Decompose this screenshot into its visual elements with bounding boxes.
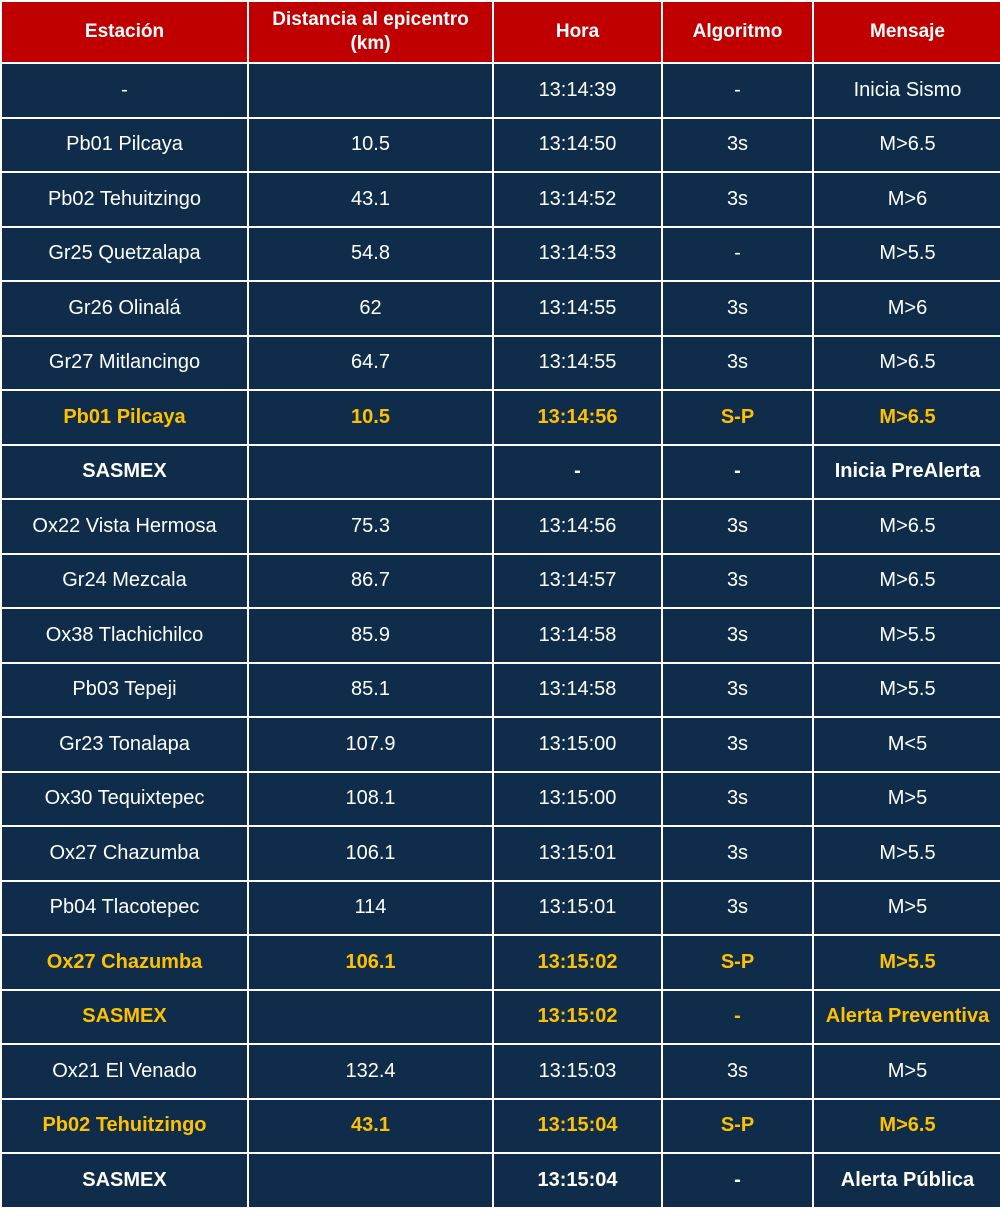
cell-hora: 13:14:56 — [494, 391, 661, 444]
cell-mensaje: M>6.5 — [814, 391, 1000, 444]
cell-mensaje: M<5 — [814, 718, 1000, 771]
cell-hora: 13:14:55 — [494, 337, 661, 390]
cell-algoritmo: - — [663, 991, 812, 1044]
cell-hora: 13:14:56 — [494, 500, 661, 553]
cell-hora: 13:15:03 — [494, 1045, 661, 1098]
cell-estacion: Pb02 Tehuitzingo — [2, 173, 247, 226]
cell-estacion: Ox38 Tlachichilco — [2, 609, 247, 662]
cell-distancia — [249, 1154, 492, 1207]
header-distancia: Distancia al epicentro (km) — [249, 2, 492, 62]
cell-algoritmo: - — [663, 446, 812, 499]
cell-distancia: 54.8 — [249, 228, 492, 281]
table-row — [2, 173, 1000, 226]
cell-mensaje: M>6.5 — [814, 555, 1000, 608]
cell-hora: 13:14:50 — [494, 119, 661, 172]
cell-estacion: SASMEX — [2, 991, 247, 1044]
cell-estacion: Pb03 Tepeji — [2, 664, 247, 717]
cell-mensaje: M>5.5 — [814, 609, 1000, 662]
cell-hora: 13:14:57 — [494, 555, 661, 608]
cell-mensaje: M>5.5 — [814, 936, 1000, 989]
cell-estacion: Ox21 El Venado — [2, 1045, 247, 1098]
cell-distancia: 75.3 — [249, 500, 492, 553]
cell-mensaje: M>6 — [814, 282, 1000, 335]
cell-distancia — [249, 991, 492, 1044]
cell-algoritmo: - — [663, 64, 812, 117]
header-mensaje: Mensaje — [814, 2, 1000, 62]
table-row — [2, 228, 1000, 281]
cell-distancia: 43.1 — [249, 1100, 492, 1153]
cell-hora: 13:15:02 — [494, 991, 661, 1044]
cell-hora: - — [494, 446, 661, 499]
cell-algoritmo: - — [663, 228, 812, 281]
cell-hora: 13:15:01 — [494, 882, 661, 935]
cell-mensaje: M>5.5 — [814, 664, 1000, 717]
cell-distancia: 85.1 — [249, 664, 492, 717]
cell-estacion: SASMEX — [2, 1154, 247, 1207]
cell-estacion: Pb01 Pilcaya — [2, 391, 247, 444]
cell-algoritmo: 3s — [663, 119, 812, 172]
cell-estacion: Gr23 Tonalapa — [2, 718, 247, 771]
cell-estacion: Pb01 Pilcaya — [2, 119, 247, 172]
cell-mensaje: Inicia PreAlerta — [814, 446, 1000, 499]
header-row — [2, 2, 1000, 62]
table-row — [2, 64, 1000, 117]
header-hora: Hora — [494, 2, 661, 62]
table-row — [2, 1045, 1000, 1098]
cell-estacion: Pb02 Tehuitzingo — [2, 1100, 247, 1153]
cell-estacion: Gr25 Quetzalapa — [2, 228, 247, 281]
cell-algoritmo: 3s — [663, 282, 812, 335]
cell-estacion: Gr26 Olinalá — [2, 282, 247, 335]
table-header — [2, 2, 1000, 62]
cell-hora: 13:15:04 — [494, 1154, 661, 1207]
cell-hora: 13:14:53 — [494, 228, 661, 281]
cell-algoritmo: 3s — [663, 173, 812, 226]
cell-distancia: 62 — [249, 282, 492, 335]
cell-algoritmo: - — [663, 1154, 812, 1207]
cell-distancia: 43.1 — [249, 173, 492, 226]
table-row — [2, 119, 1000, 172]
table-row — [2, 1100, 1000, 1153]
cell-hora: 13:14:55 — [494, 282, 661, 335]
cell-mensaje: M>6.5 — [814, 500, 1000, 553]
cell-algoritmo: 3s — [663, 718, 812, 771]
table-row — [2, 718, 1000, 771]
cell-estacion: SASMEX — [2, 446, 247, 499]
cell-mensaje: Alerta Preventiva — [814, 991, 1000, 1044]
table-row — [2, 773, 1000, 826]
cell-estacion: Ox27 Chazumba — [2, 827, 247, 880]
cell-mensaje: M>6.5 — [814, 119, 1000, 172]
cell-estacion: Pb04 Tlacotepec — [2, 882, 247, 935]
cell-algoritmo: S-P — [663, 391, 812, 444]
cell-hora: 13:15:01 — [494, 827, 661, 880]
cell-mensaje: M>5.5 — [814, 827, 1000, 880]
cell-algoritmo: 3s — [663, 555, 812, 608]
cell-hora: 13:15:02 — [494, 936, 661, 989]
cell-estacion: - — [2, 64, 247, 117]
cell-distancia: 85.9 — [249, 609, 492, 662]
cell-estacion: Gr24 Mezcala — [2, 555, 247, 608]
cell-distancia: 132.4 — [249, 1045, 492, 1098]
cell-algoritmo: 3s — [663, 773, 812, 826]
cell-mensaje: M>6.5 — [814, 337, 1000, 390]
cell-distancia: 108.1 — [249, 773, 492, 826]
cell-mensaje: M>5 — [814, 773, 1000, 826]
cell-distancia: 64.7 — [249, 337, 492, 390]
cell-algoritmo: S-P — [663, 936, 812, 989]
table-row — [2, 391, 1000, 444]
cell-distancia: 86.7 — [249, 555, 492, 608]
cell-estacion: Ox30 Tequixtepec — [2, 773, 247, 826]
cell-algoritmo: 3s — [663, 664, 812, 717]
cell-algoritmo: 3s — [663, 827, 812, 880]
cell-estacion: Ox22 Vista Hermosa — [2, 500, 247, 553]
cell-estacion: Ox27 Chazumba — [2, 936, 247, 989]
cell-algoritmo: 3s — [663, 882, 812, 935]
cell-algoritmo: S-P — [663, 1100, 812, 1153]
table-row — [2, 827, 1000, 880]
table-row — [2, 882, 1000, 935]
cell-algoritmo: 3s — [663, 1045, 812, 1098]
table-row — [2, 446, 1000, 499]
cell-mensaje: M>5 — [814, 882, 1000, 935]
table-body — [2, 64, 1000, 1207]
table-row — [2, 282, 1000, 335]
cell-distancia: 10.5 — [249, 391, 492, 444]
table-row — [2, 991, 1000, 1044]
cell-hora: 13:15:00 — [494, 773, 661, 826]
table-row — [2, 555, 1000, 608]
cell-algoritmo: 3s — [663, 609, 812, 662]
cell-distancia: 106.1 — [249, 936, 492, 989]
cell-distancia — [249, 446, 492, 499]
table-row — [2, 664, 1000, 717]
table-row — [2, 337, 1000, 390]
cell-algoritmo: 3s — [663, 337, 812, 390]
cell-distancia: 114 — [249, 882, 492, 935]
table-row — [2, 500, 1000, 553]
table-row — [2, 1154, 1000, 1207]
header-estacion: Estación — [2, 2, 247, 62]
cell-algoritmo: 3s — [663, 500, 812, 553]
cell-mensaje: M>6.5 — [814, 1100, 1000, 1153]
cell-mensaje: M>5 — [814, 1045, 1000, 1098]
cell-hora: 13:14:52 — [494, 173, 661, 226]
cell-estacion: Gr27 Mitlancingo — [2, 337, 247, 390]
cell-mensaje: Alerta Pública — [814, 1154, 1000, 1207]
table-row — [2, 609, 1000, 662]
cell-distancia — [249, 64, 492, 117]
header-algoritmo: Algoritmo — [663, 2, 812, 62]
cell-mensaje: Inicia Sismo — [814, 64, 1000, 117]
cell-distancia: 107.9 — [249, 718, 492, 771]
cell-distancia: 106.1 — [249, 827, 492, 880]
cell-hora: 13:14:39 — [494, 64, 661, 117]
cell-hora: 13:15:04 — [494, 1100, 661, 1153]
table-row — [2, 936, 1000, 989]
cell-mensaje: M>6 — [814, 173, 1000, 226]
cell-hora: 13:14:58 — [494, 664, 661, 717]
cell-distancia: 10.5 — [249, 119, 492, 172]
cell-hora: 13:15:00 — [494, 718, 661, 771]
cell-mensaje: M>5.5 — [814, 228, 1000, 281]
cell-hora: 13:14:58 — [494, 609, 661, 662]
